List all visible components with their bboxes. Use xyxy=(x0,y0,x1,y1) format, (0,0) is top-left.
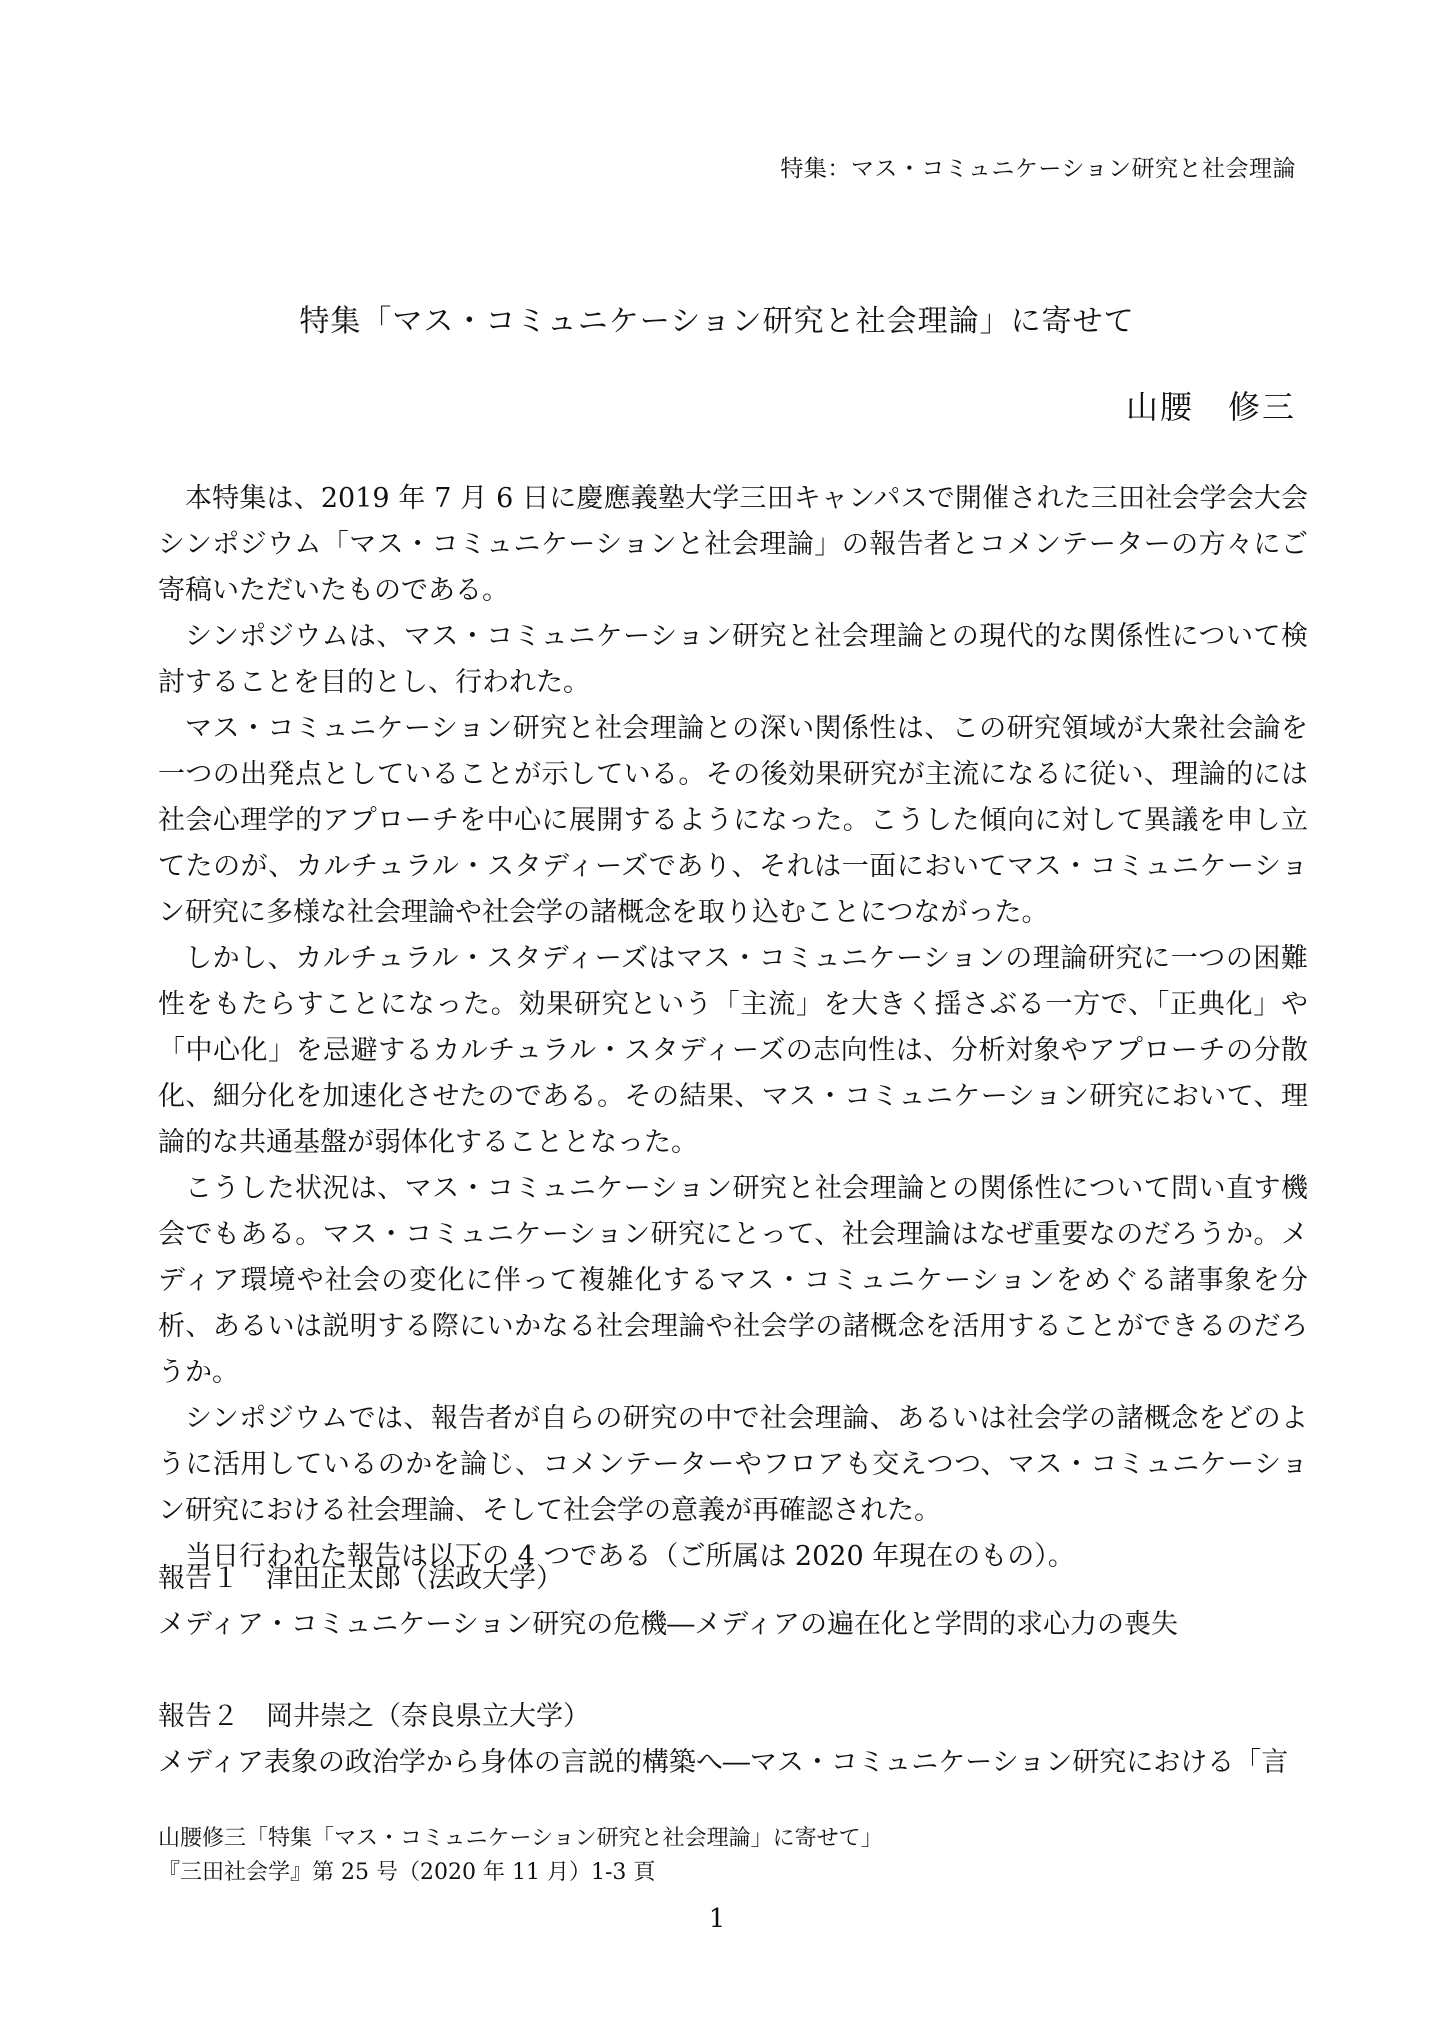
article-title: 特集「マス・コミュニケーション研究と社会理論」に寄せて xyxy=(299,304,1135,339)
paragraph: 当日行われた報告は以下の 4 つである（ご所属は 2020 年現在のもの）。 xyxy=(185,1541,1075,1572)
author-name: 山腰 修三 xyxy=(1125,388,1296,426)
article-body xyxy=(158,476,1308,1580)
citation-line: 山腰修三「特集「マス・コミュニケーション研究と社会理論」に寄せて」 xyxy=(158,1826,883,1851)
paragraph: シンポジウムは、マス・コミュニケーション研究と社会理論との現代的な関係性について検討することを目的とし、行われた。 xyxy=(158,621,1308,698)
paragraph: しかし、カルチュラル・スタディーズはマス・コミュニケーションの理論研究に一つの困難性をもたらすことになった。効果研究という「主流」を大きく揺さぶる一方で、「正典化」や「中心化」を忌避するカルチュラル・スタディーズの志向性は、分析対象やアプローチの分散化、細分化を加速化させたのである。その結果、マス・コミュニケーション研究において、理論的な共通基盤が弱体化することとなった。 xyxy=(158,943,1308,1158)
paragraph: 本特集は、2019 年 7 月 6 日に慶應義塾大学三田キャンパスで開催された三田社会学会大会シンポジウム「マス・コミュニケーションと社会理論」の報告者とコメンテーターの方々にご寄稿いただいたものである。 xyxy=(158,483,1308,606)
report-title: メディア・コミュニケーション研究の危機―メディアの遍在化と学問的求心力の喪失 xyxy=(158,1609,1179,1640)
page-number: 1 xyxy=(708,1904,726,1934)
paragraph: マス・コミュニケーション研究と社会理論との深い関係性は、この研究領域が大衆社会論を一つの出発点としていることが示している。その後効果研究が主流になるに従い、理論的には社会心理学的アプローチを中心に展開するようになった。こうした傾向に対して異議を申し立てたのが、カルチュラル・スタディーズであり、それは一面においてマス・コミュニケーション研究に多様な社会理論や社会学の諸概念を取り込むことにつながった。 xyxy=(158,713,1308,928)
report-item xyxy=(158,1694,1308,1786)
report-list xyxy=(158,1556,1308,1832)
citation-line: 『三田社会学』第 25 号（2020 年 11 月）1-3 頁 xyxy=(158,1860,656,1885)
paragraph: シンポジウムでは、報告者が自らの研究の中で社会理論、あるいは社会学の諸概念をどのように活用しているのかを論じ、コメンテーターやフロアも交えつつ、マス・コミュニケーション研究における社会理論、そして社会学の意義が再確認された。 xyxy=(158,1403,1308,1526)
running-header: 特集：マス・コミュニケーション研究と社会理論 xyxy=(780,156,1296,182)
report-item xyxy=(158,1556,1308,1648)
citation-footer xyxy=(158,1822,883,1890)
report-presenter: 報告１ 津田正太郎（法政大学） xyxy=(158,1563,563,1594)
report-title: メディア表象の政治学から身体の言説的構築へ―マス・コミュニケーション研究における「言 xyxy=(158,1747,1289,1778)
report-presenter: 報告２ 岡井崇之（奈良県立大学） xyxy=(158,1701,590,1732)
paragraph: こうした状況は、マス・コミュニケーション研究と社会理論との関係性について問い直す機会でもある。マス・コミュニケーション研究にとって、社会理論はなぜ重要なのだろうか。メディア環境や社会の変化に伴って複雑化するマス・コミュニケーションをめぐる諸事象を分析、あるいは説明する際にいかなる社会理論や社会学の諸概念を活用することができるのだろうか。 xyxy=(158,1173,1308,1388)
